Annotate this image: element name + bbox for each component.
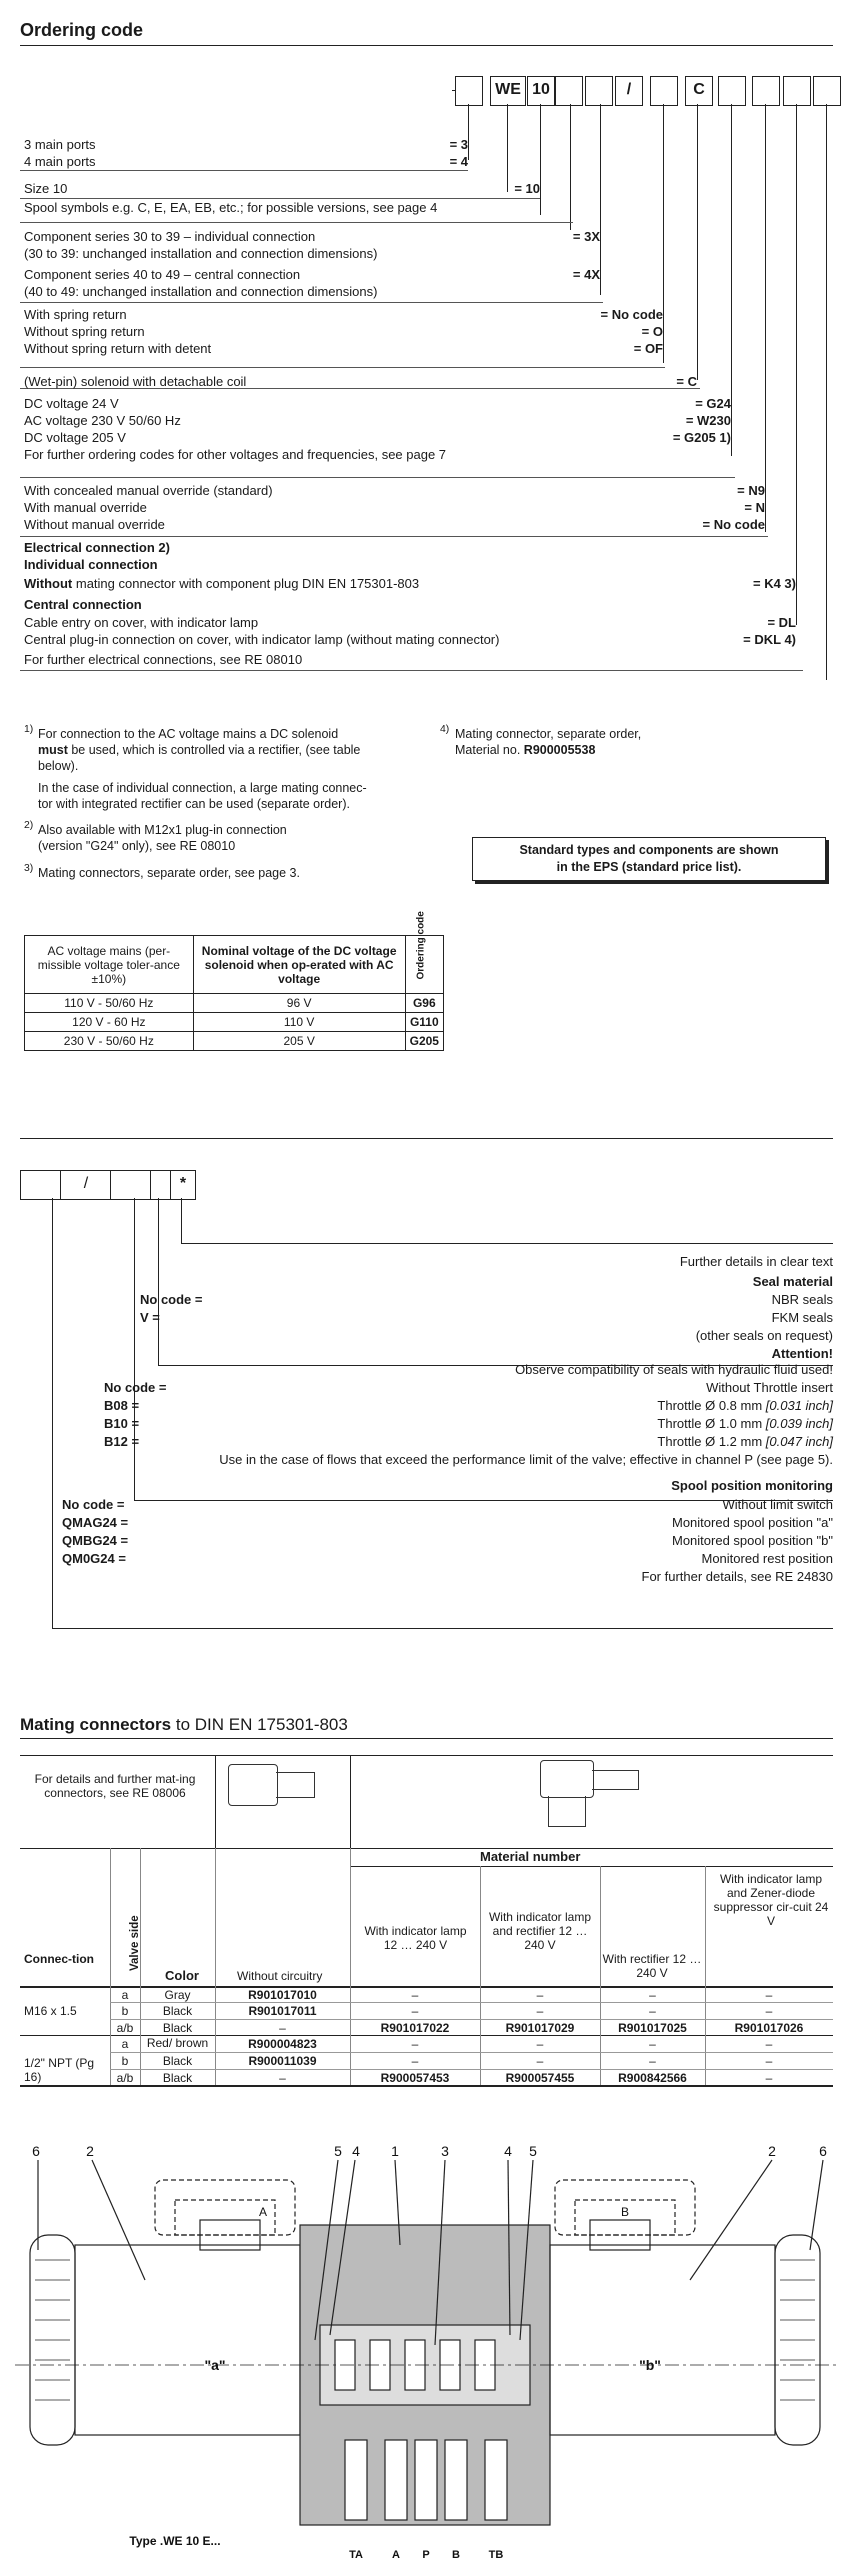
col-color: Color	[165, 1968, 199, 1983]
seal-text-1: FKM seals	[771, 1310, 833, 1325]
ordering-row-23-code: = DL	[767, 615, 796, 630]
mt-row-line-1	[110, 2019, 833, 2020]
mating-cell-1-2-3: R900057453	[380, 2071, 450, 2085]
mt-group-line	[20, 2035, 833, 2036]
code-drop-10	[826, 104, 827, 680]
spool-text-2: Monitored spool position "b"	[672, 1533, 833, 1548]
voltage-row-0	[25, 994, 444, 1013]
callout-1: 1	[391, 2143, 399, 2159]
ordering-row-6-label: Component series 40 to 49 – central connection	[24, 267, 301, 282]
ordering-row-16-label: With concealed manual override (standard)	[24, 483, 273, 498]
ordering-row-4-label: Component series 30 to 39 – individual connection	[24, 229, 316, 244]
ordering-row-25-label: For further electrical connections, see RE 08010	[24, 652, 303, 667]
mating-cell-0-2-3: R901017022	[380, 2021, 450, 2035]
ordering-row-17-label: With manual override	[24, 500, 147, 515]
code-box-5: /	[615, 76, 643, 106]
mating-cell-1-1-1: Black	[162, 2054, 193, 2068]
port-ta: TA	[349, 2549, 363, 2560]
code-box-8	[718, 76, 746, 106]
mating-cell-0-0-2: R901017010	[248, 1988, 317, 2002]
code-drop-5	[663, 104, 664, 363]
connector-angled-icon	[540, 1760, 594, 1798]
mating-cell-1-1-6: –	[765, 2054, 773, 2068]
mating-cell-0-1-3: –	[411, 2004, 419, 2018]
ordering-row-2-label: Size 10	[24, 181, 68, 196]
code-box-9	[752, 76, 780, 106]
code-drop-1	[507, 104, 508, 192]
mating-cell-1-2-4: R900057455	[505, 2071, 575, 2085]
mating-cell-0-0-1: Gray	[164, 1988, 191, 2002]
seal-code-0: No code =	[140, 1292, 203, 1307]
code-box-7: C	[685, 76, 713, 106]
ordering-row-12-code: = G24	[695, 396, 731, 411]
mating-cell-1-0-4: –	[536, 2037, 544, 2051]
mt-row-line-3	[110, 2069, 833, 2070]
mating-cell-0-0-6: –	[765, 1988, 773, 2002]
ordering-row-0-label: 3 main ports	[24, 137, 96, 152]
ordering-row-10-code: = OF	[633, 341, 663, 356]
ordering-row-5-label: (30 to 39: unchanged installation and connection dimensions)	[24, 246, 378, 261]
ordering-row-19-label: Electrical connection 2)	[24, 540, 170, 555]
port-p: P	[422, 2549, 430, 2560]
col-lamp-rect: With indicator lamp and rectifier 12 … 240 V	[488, 1910, 592, 1952]
ordering-row-11-label: (Wet-pin) solenoid with detachable coil	[24, 374, 247, 389]
spool-text-1: Monitored spool position "a"	[672, 1515, 833, 1530]
voltage-cell-2-0: 230 V - 50/60 Hz	[25, 1032, 194, 1051]
drop2-b	[158, 1198, 159, 1365]
throttle-code-0: No code =	[104, 1380, 167, 1395]
drop2-a-h	[181, 1243, 833, 1244]
code2-box-3	[150, 1170, 172, 1200]
callout-6-left: 6	[32, 2143, 40, 2159]
voltage-cell-2-1: 205 V	[193, 1032, 405, 1051]
code-drop-9	[796, 104, 797, 625]
ordering-row-2-code: = 10	[514, 181, 540, 196]
ordering-row-9-label: Without spring return	[24, 324, 145, 339]
spool-code-1: QMAG24 =	[62, 1515, 129, 1530]
code-box-1: WE	[490, 76, 526, 106]
group-separator-2	[20, 222, 573, 223]
callout-5-left: 5	[334, 2143, 342, 2159]
footnote-3: Mating connectors, separate order, see page 3.	[38, 866, 300, 880]
group-separator-6	[20, 477, 735, 478]
col-rect: With rectifier 12 … 240 V	[602, 1952, 702, 1980]
seal-text-0: NBR seals	[771, 1292, 833, 1307]
letter-a: A	[258, 2205, 268, 2219]
spool-code-2: QMBG24 =	[62, 1533, 129, 1548]
ordering-row-6-code: = 4X	[572, 267, 600, 282]
mt-row-line-0	[110, 2002, 833, 2003]
code-bar-stub	[452, 90, 456, 91]
voltage-row-1	[25, 1013, 444, 1032]
mating-cell-1-1-2: R900011039	[248, 2054, 317, 2068]
mating-cell-0-2-6: R901017026	[734, 2021, 804, 2035]
col-without: Without circuitry	[237, 1969, 323, 1983]
mating-cell-1-2-0: a/b	[116, 2071, 134, 2085]
connector-straight-icon	[228, 1764, 278, 1806]
ordering-row-15-label: For further ordering codes for other voltages and frequencies, see page 7	[24, 447, 447, 462]
mating-cell-0-1-4: –	[536, 2004, 544, 2018]
throttle-code-3: B12 =	[104, 1434, 140, 1449]
mt-v-b	[350, 1755, 351, 1848]
mating-cell-0-2-1: Black	[162, 2021, 193, 2035]
connector-angled-base-icon	[548, 1796, 586, 1827]
mt-hdr-line	[20, 1848, 833, 1849]
ordering-row-13-code: = W230	[685, 413, 731, 428]
callout-4-right: 4	[504, 2143, 512, 2159]
ordering-row-22-label: Central connection	[24, 597, 142, 612]
group-separator-3	[20, 302, 603, 303]
code-box-0	[455, 76, 483, 106]
valve-drawing	[0, 2140, 853, 2560]
mating-cell-0-1-6: –	[765, 2004, 773, 2018]
mating-cell-0-1-2: R901017011	[248, 2004, 317, 2018]
mating-cell-1-1-4: –	[536, 2054, 544, 2068]
letter-b: B	[620, 2205, 630, 2219]
mating-cell-0-0-5: –	[649, 1988, 656, 2002]
mating-cell-0-1-5: –	[649, 2004, 656, 2018]
code-box-10	[783, 76, 811, 106]
voltage-cell-0-2: G96	[405, 994, 443, 1013]
footnote-1: For connection to the AC voltage mains a DC solenoid must be used, which is controlled via a rectifier, (see table below). In the case of individual connection, a large mating connec- tor with integrated rectifier can be used (separate order).	[38, 727, 367, 811]
col-valve-side: Valve side	[129, 1915, 141, 1971]
group-separator-7	[20, 536, 768, 537]
throttle-text-0: Without Throttle insert	[706, 1380, 833, 1395]
mating-cell-0-1-0: b	[121, 2004, 129, 2018]
further-details: Further details in clear text	[679, 1254, 833, 1269]
voltage-cell-2-2: G205	[405, 1032, 443, 1051]
ordering-row-10-label: Without spring return with detent	[24, 341, 212, 356]
code-drop-7	[731, 104, 732, 456]
throttle-text-3: Throttle Ø 1.2 mm [0.047 inch]	[657, 1434, 833, 1449]
ordering-row-16-code: = N9	[737, 483, 765, 498]
ordering-row-13-label: AC voltage 230 V 50/60 Hz	[24, 413, 181, 428]
voltage-cell-0-0: 110 V - 50/60 Hz	[25, 994, 194, 1013]
mating-cell-0-0-0: a	[121, 1988, 129, 2002]
voltage-cell-1-0: 120 V - 60 Hz	[25, 1013, 194, 1032]
mating-cell-1-2-6: –	[765, 2071, 773, 2085]
col-zener: With indicator lamp and Zener-diode suppressor cir-cuit 24 V	[713, 1872, 829, 1928]
code2-box-0	[20, 1170, 62, 1200]
drop2-d	[52, 1198, 53, 1628]
footnote-4: Mating connector, separate order, Material no. R900005538	[455, 727, 642, 757]
ordering-row-3-label: Spool symbols e.g. C, E, EA, EB, etc.; for possible versions, see page 4	[24, 200, 438, 215]
ordering-row-4-code: = 3X	[572, 229, 600, 244]
mating-cell-1-2-2: –	[279, 2071, 286, 2085]
label-a: "a"	[204, 2357, 226, 2373]
mating-cell-1-0-0: a	[121, 2037, 129, 2051]
group-connection-0: M16 x 1.5	[24, 2004, 77, 2018]
mt-top	[20, 1755, 833, 1756]
standard-types-box: Standard types and components are shown in the EPS (standard price list).	[472, 837, 826, 881]
code-box-4	[585, 76, 613, 106]
callout-2-right: 2	[768, 2143, 776, 2159]
mating-cell-1-2-1: Black	[162, 2071, 193, 2085]
code-box-3	[555, 76, 583, 106]
attention-text: Observe compatibility of seals with hydraulic fluid used!	[515, 1362, 833, 1377]
callout-6-right: 6	[819, 2143, 827, 2159]
throttle-code-2: B10 =	[104, 1416, 140, 1431]
ordering-row-8-label: With spring return	[24, 307, 127, 322]
ordering-row-9-code: = O	[641, 324, 663, 339]
ordering-row-21-label: Without mating connector with component plug DIN EN 175301-803	[24, 576, 420, 591]
callout-3: 3	[441, 2143, 449, 2159]
mating-cell-0-2-0: a/b	[116, 2021, 134, 2035]
throttle-text-2: Throttle Ø 1.0 mm [0.039 inch]	[657, 1416, 833, 1431]
ordering-row-17-code: = N	[744, 500, 765, 515]
code2-box-2	[110, 1170, 152, 1200]
voltage-table: AC voltage mains (per-missible voltage toler-ance ±10%) Nominal voltage of the DC voltage solenoid when op-erated with AC voltage Ordering code 110 V - 50/60 Hz 96 V G96 120 V - 60 Hz 110 V G110 230 V - 50/60 Hz 205 V G205	[24, 935, 444, 1051]
code-drop-4	[600, 104, 601, 295]
code-drop-6	[697, 104, 698, 380]
mating-cell-1-1-3: –	[411, 2054, 419, 2068]
spool-code-0: No code =	[62, 1497, 125, 1512]
mating-cell-0-0-3: –	[411, 1988, 419, 2002]
mating-cell-1-2-5: R900842566	[618, 2071, 687, 2085]
seal-code-1: V =	[140, 1310, 160, 1325]
code-box-6	[650, 76, 678, 106]
callout-5-right: 5	[529, 2143, 537, 2159]
group-separator-0	[20, 170, 468, 171]
mating-cell-0-0-4: –	[536, 1988, 544, 2002]
ordering-row-11-code: = C	[676, 374, 697, 389]
type-label: Type .WE 10 E...	[129, 2534, 221, 2548]
throttle-text-1: Throttle Ø 0.8 mm [0.031 inch]	[657, 1398, 833, 1413]
group-separator-1	[20, 198, 540, 199]
throttle-note: Use in the case of flows that exceed the performance limit of the valve; effective in channel P (see page 5).	[219, 1452, 833, 1467]
drop2-d-h	[52, 1628, 833, 1629]
code-drop-2	[540, 104, 541, 215]
spool-code-3: QM0G24 =	[62, 1551, 126, 1566]
mating-title: Mating connectors to DIN EN 175301-803	[20, 1715, 348, 1734]
port-b: B	[452, 2549, 460, 2560]
callout-4-left: 4	[352, 2143, 360, 2159]
mating-cell-1-0-6: –	[765, 2037, 773, 2051]
mating-cell-0-1-1: Black	[162, 2004, 193, 2018]
ordering-row-21-code: = K4 3)	[753, 576, 796, 591]
col-lamp: With indicator lamp 12 … 240 V	[364, 1924, 467, 1952]
left-solenoid	[75, 2245, 300, 2435]
code-drop-8	[765, 104, 766, 532]
mating-details: For details and further mat-ing connectors, see RE 08006	[34, 1772, 196, 1800]
ordering-row-20-label: Individual connection	[24, 557, 158, 572]
seal-text-2: (other seals on request)	[695, 1328, 833, 1343]
mating-cell-1-0-2: R900004823	[248, 2037, 317, 2051]
port-tb: TB	[488, 2549, 504, 2560]
mt-bottom	[20, 2085, 833, 2087]
material-number-header: Material number	[480, 1849, 581, 1864]
spool-text-0: Without limit switch	[722, 1497, 833, 1512]
ordering-row-18-label: Without manual override	[24, 517, 165, 532]
ordering-row-23-label: Cable entry on cover, with indicator lamp	[24, 615, 259, 630]
ordering-row-0-code: = 3	[449, 137, 468, 152]
label-b: "b"	[639, 2357, 661, 2373]
mating-cell-0-2-5: R901017025	[618, 2021, 687, 2035]
ordering-title: Ordering code	[20, 20, 144, 40]
code-box-2: 10	[527, 76, 555, 106]
spool-text-4: For further details, see RE 24830	[641, 1569, 833, 1584]
ordering-row-12-label: DC voltage 24 V	[24, 396, 119, 411]
mt-matnum-line	[350, 1866, 833, 1867]
title-rule	[20, 45, 833, 46]
ordering-row-24-code: = DKL 4)	[743, 632, 796, 647]
code-drop-0	[468, 104, 469, 160]
code2-box-4: *	[170, 1170, 196, 1200]
mating-cell-1-1-0: b	[121, 2054, 129, 2068]
group-separator-8	[20, 670, 803, 671]
spool-title: Spool position monitoring	[671, 1478, 833, 1493]
seal-title: Seal material	[752, 1274, 833, 1289]
voltage-cell-0-1: 96 V	[193, 994, 405, 1013]
code2-box-1: /	[60, 1170, 112, 1200]
ordering-row-14-code: = G205 1)	[672, 430, 731, 445]
code-drop-3	[570, 104, 571, 230]
mating-cell-0-2-4: R901017029	[505, 2021, 575, 2035]
spool-text-3: Monitored rest position	[701, 1551, 833, 1566]
group-separator-4	[20, 367, 665, 368]
mt-row-line-2	[110, 2052, 833, 2053]
mating-cell-1-1-5: –	[649, 2054, 656, 2068]
ordering-row-18-code: = No code	[702, 517, 765, 532]
mating-cell-0-2-2: –	[279, 2021, 286, 2035]
mt-v-a	[215, 1755, 216, 1848]
voltage-row-2	[25, 1032, 444, 1051]
voltage-cell-1-2: G110	[405, 1013, 443, 1032]
mating-cell-1-0-3: –	[411, 2037, 419, 2051]
ordering-row-1-code: = 4	[449, 154, 468, 169]
voltage-cell-1-1: 110 V	[193, 1013, 405, 1032]
connector-angled-cable-icon	[592, 1770, 639, 1790]
attention-title: Attention!	[771, 1346, 833, 1361]
code-box-11	[813, 76, 841, 106]
mating-cell-1-0-1: Red/ brown	[146, 2036, 209, 2050]
ordering-row-8-code: = No code	[600, 307, 663, 322]
ordering-row-7-label: (40 to 49: unchanged installation and connection dimensions)	[24, 284, 378, 299]
drop2-a	[181, 1198, 182, 1243]
mating-cell-1-0-5: –	[649, 2037, 656, 2051]
port-a: A	[392, 2549, 400, 2560]
col-connection: Connec-tion	[24, 1952, 94, 1966]
ordering-row-14-label: DC voltage 205 V	[24, 430, 126, 445]
ordering-row-1-label: 4 main ports	[24, 154, 96, 169]
callout-2-left: 2	[86, 2143, 94, 2159]
connector-cable-icon	[276, 1772, 315, 1798]
group-connection-1: 1/2" NPT (Pg 16)	[24, 2056, 95, 2084]
ordering-row-24-label: Central plug-in connection on cover, with indicator lamp (without mating connector)	[24, 632, 500, 647]
throttle-code-1: B08 =	[104, 1398, 140, 1413]
footnote-2: Also available with M12x1 plug-in connection (version "G24" only), see RE 08010	[38, 823, 287, 853]
